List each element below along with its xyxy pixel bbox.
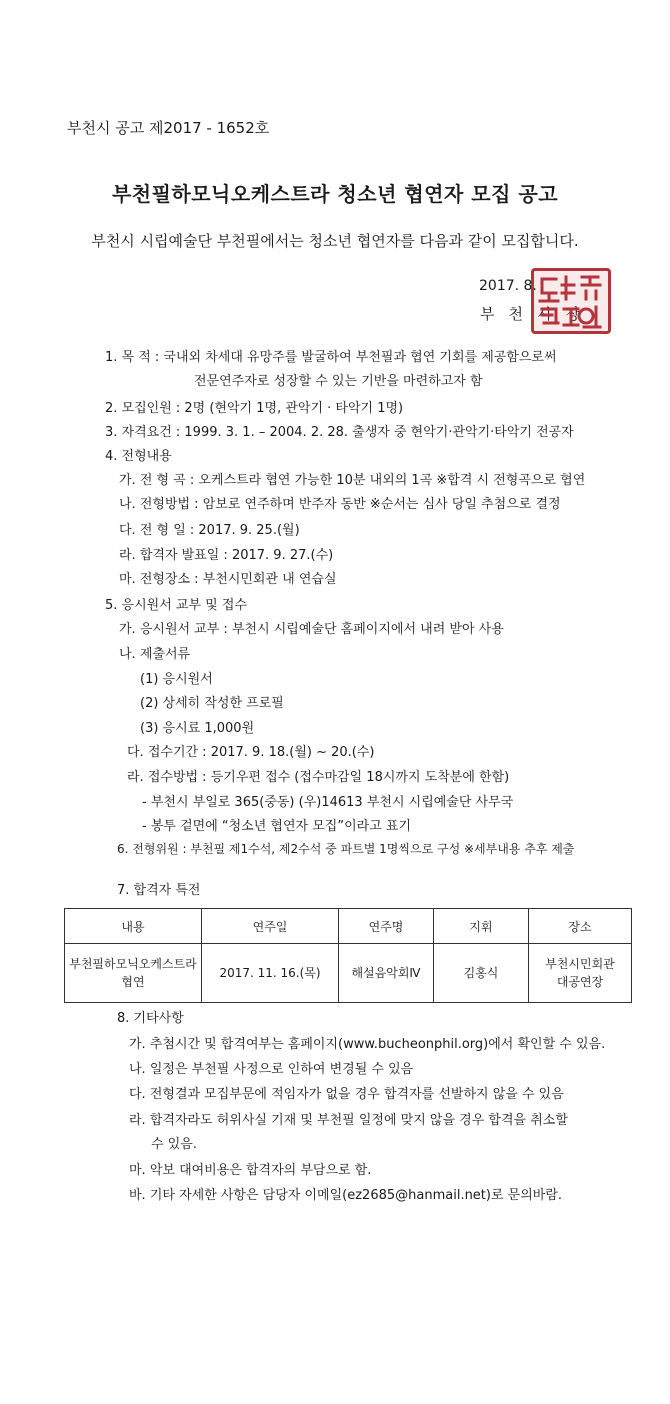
misc-item: 마. 악보 대여비용은 합격자의 부담으로 함.: [129, 1163, 372, 1178]
page-title: 부천필하모닉오케스트라 청소년 협연자 모집 공고: [111, 182, 559, 206]
item-purpose: 1. 목 적 : 국내외 차세대 유망주를 발굴하여 부천필과 협연 기회를 제공함으로써: [105, 350, 557, 365]
cell-concert: 해설음악회Ⅳ: [339, 944, 434, 1003]
document-item: (3) 응시료 1,000원: [140, 721, 255, 736]
application-address: - 부천시 부일로 365(중동) (우)14613 부천시 시립예술단 사무국: [142, 795, 514, 810]
misc-item: 가. 추첨시간 및 합격여부는 홈페이지(www.bucheonphil.org)에서 확인할 수 있음.: [129, 1037, 606, 1052]
notice-date: 2017. 8.: [479, 278, 537, 294]
cell-conductor: 김홍식: [434, 944, 529, 1003]
header-date: 연주일: [202, 909, 339, 944]
header-content: 내용: [65, 909, 202, 944]
cell-content-line1: 부천필하모닉오케스트라: [69, 957, 197, 971]
benefits-heading: 7. 합격자 특전: [117, 883, 201, 898]
item-recruit: 2. 모집인원 : 2명 (현악기 1명, 관악기 · 타악기 1명): [105, 401, 404, 416]
cell-date: 2017. 11. 16.(목): [202, 944, 339, 1003]
misc-item: 바. 기타 자세한 사항은 담당자 이메일(ez2685@hanmail.net)로 문의바람.: [129, 1188, 563, 1203]
selection-result-date: 라. 합격자 발표일 : 2017. 9. 27.(수): [119, 548, 334, 563]
selection-piece: 가. 전 형 곡 : 오케스트라 협연 가능한 10분 내외의 1곡 ※합격 시 전형곡으로 협연: [119, 473, 586, 488]
header-concert: 연주명: [339, 909, 434, 944]
cell-content: [65, 944, 202, 1003]
document-item: (2) 상세히 작성한 프로필: [140, 696, 284, 711]
seal-icon: [534, 271, 608, 331]
benefit-table: [64, 908, 632, 1003]
official-seal: [531, 268, 611, 334]
misc-heading: 8. 기타사항: [117, 1011, 184, 1026]
notice-number: 부천시 공고 제2017 - 1652호: [67, 119, 270, 137]
issuer-name: 부천시장: [480, 305, 594, 323]
item-purpose-cont: 전문연주자로 성장할 수 있는 기반을 마련하고자 함: [194, 374, 483, 389]
selection-heading: 4. 전형내용: [105, 449, 172, 464]
item-judges: 6. 전형위원 : 부천필 제1수석, 제2수석 중 파트별 1명씩으로 구성 ※세부내용 추후 제출: [117, 842, 575, 856]
intro-text: 부천시 시립예술단 부천필에서는 청소년 협연자를 다음과 같이 모집합니다.: [91, 232, 579, 250]
selection-date: 다. 전 형 일 : 2017. 9. 25.(월): [119, 523, 300, 538]
misc-item-cont: 수 있음.: [151, 1137, 197, 1152]
cell-venue: [529, 944, 632, 1003]
header-conductor: 지휘: [434, 909, 529, 944]
table-row: [65, 944, 632, 1003]
misc-item: 나. 일정은 부천필 사정으로 인하여 변경될 수 있음: [129, 1062, 414, 1077]
table-header-row: [65, 909, 632, 944]
cell-content-line2: 협연: [121, 975, 145, 989]
cell-venue-line1: 부천시민회관: [545, 957, 615, 971]
cell-venue-line2: 대공연장: [556, 975, 604, 989]
selection-venue: 마. 전형장소 : 부천시민회관 내 연습실: [119, 572, 337, 587]
item-qualification: 3. 자격요건 : 1999. 3. 1. – 2004. 2. 28. 출생자 중 현악기·관악기·타악기 전공자: [105, 425, 574, 440]
header-venue: 장소: [529, 909, 632, 944]
application-method: 라. 접수방법 : 등기우편 접수 (접수마감일 18시까지 도착분에 한함): [127, 770, 510, 785]
misc-item: 라. 합격자라도 허위사실 기재 및 부천필 일정에 맞지 않을 경우 합격을 취소할: [129, 1113, 568, 1128]
application-heading: 5. 응시원서 교부 및 접수: [105, 598, 247, 613]
envelope-note: - 봉투 겉면에 “청소년 협연자 모집”이라고 표기: [142, 819, 411, 834]
selection-method: 나. 전형방법 : 암보로 연주하며 반주자 동반 ※순서는 심사 당일 추첨으로 결정: [119, 497, 561, 512]
application-period: 다. 접수기간 : 2017. 9. 18.(월) ~ 20.(수): [127, 745, 375, 760]
documents-heading: 나. 제출서류: [119, 647, 191, 662]
document-item: (1) 응시원서: [140, 672, 213, 687]
application-form: 가. 응시원서 교부 : 부천시 시립예술단 홈페이지에서 내려 받아 사용: [119, 622, 504, 637]
misc-item: 다. 전형결과 모집부문에 적임자가 없을 경우 합격자를 선발하지 않을 수 있음: [129, 1087, 564, 1102]
